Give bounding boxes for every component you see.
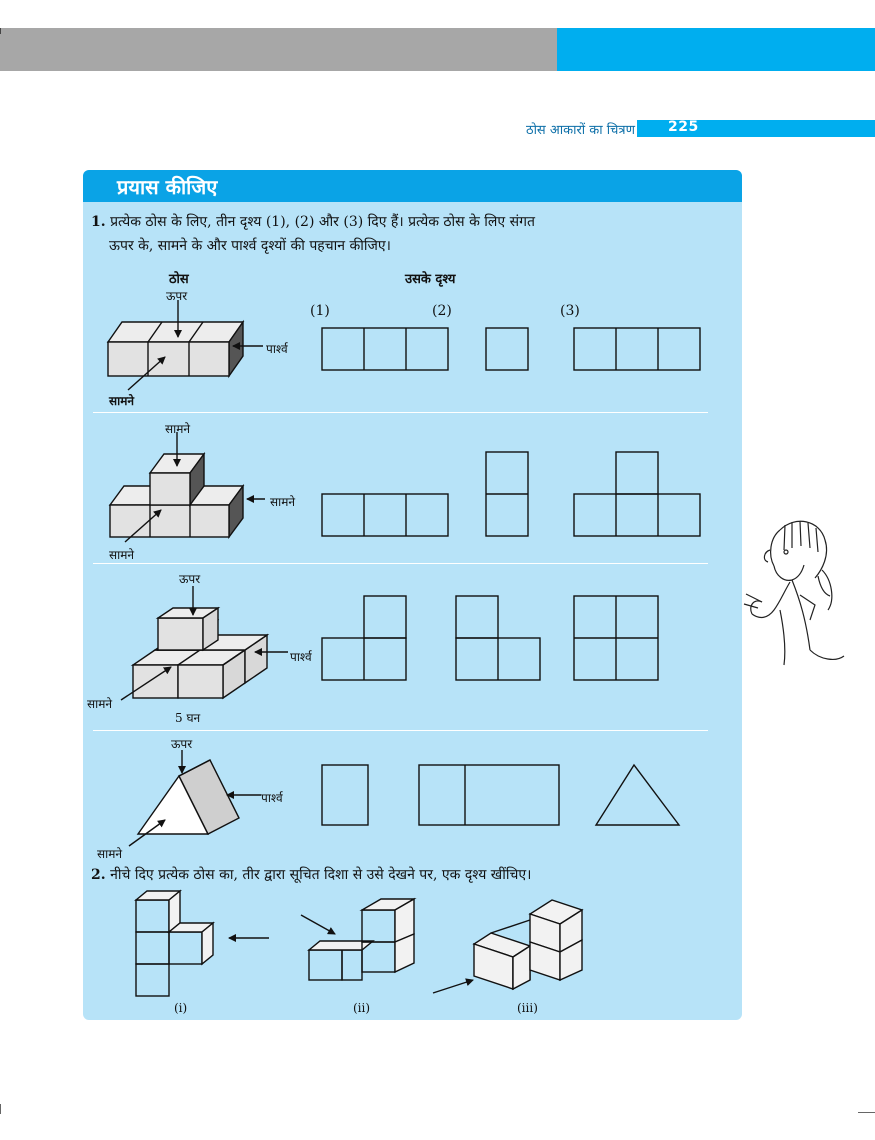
row4-views	[322, 765, 679, 825]
header-band-blue	[557, 28, 875, 71]
question-1-line-2: ऊपर के, सामने के और पार्श्व दृश्यों की पहचान कीजिए।	[109, 238, 391, 254]
question-2-text: नीचे दिए प्रत्येक ठोस का, तीर द्वारा सूचित दिशा से उसे देखने पर, एक दृश्य खींचिए।	[110, 867, 532, 883]
view-label-1: (1)	[310, 303, 330, 319]
girl-pointing-illustration	[740, 510, 850, 670]
q2-label-ii: (ii)	[353, 1001, 371, 1015]
row1-views	[322, 328, 700, 370]
row4-top-label: ऊपर	[171, 737, 193, 751]
row3-caption: 5 घन	[175, 711, 201, 725]
row1-side-label: पार्श्व	[266, 342, 288, 356]
row3-solid	[121, 586, 288, 700]
crop-mark	[0, 28, 1, 34]
row2-solid	[110, 432, 265, 542]
question-1-number: 1.	[91, 214, 106, 230]
row2-views	[322, 452, 700, 536]
column-views-heading: उसके दृश्य	[405, 272, 456, 287]
row3-views	[322, 596, 658, 680]
row1-front-label: सामने	[109, 394, 135, 408]
crop-mark	[0, 1104, 1, 1114]
box-title: प्रयास कीजिए	[117, 175, 218, 199]
header-band-grey	[0, 28, 557, 71]
row3-side-label: पार्श्व	[290, 650, 312, 664]
column-solid-heading: ठोस	[169, 272, 189, 287]
row3-top-label: ऊपर	[179, 572, 201, 586]
question-2-number: 2.	[91, 867, 106, 883]
view-label-3: (3)	[560, 303, 580, 319]
row2-top-label: सामने	[165, 422, 191, 436]
question-1-text-1: प्रत्येक ठोस के लिए, तीन दृश्य (1), (2) और (3) दिए हैं। प्रत्येक ठोस के लिए संगत	[110, 214, 535, 230]
q2-label-i: (i)	[174, 1001, 188, 1015]
q2-solid-ii	[301, 899, 414, 980]
crop-mark	[858, 1112, 875, 1113]
view-label-2: (2)	[432, 303, 452, 319]
row2-side-label: सामने	[270, 495, 296, 509]
running-head: ठोस आकारों का चित्रण	[526, 123, 635, 138]
row4-side-label: पार्श्व	[261, 791, 283, 805]
row2-front-label: सामने	[109, 548, 135, 562]
q2-label-iii: (iii)	[517, 1001, 538, 1015]
q2-solid-iii	[433, 900, 582, 993]
row4-solid	[129, 750, 261, 846]
row1-top-label: ऊपर	[166, 289, 188, 303]
row3-front-label: सामने	[87, 697, 113, 711]
row1-solid	[108, 300, 263, 390]
q2-solid-i	[136, 891, 269, 996]
row4-front-label: सामने	[97, 847, 123, 861]
try-these-box	[83, 170, 742, 1020]
solids-drawings	[83, 170, 742, 1020]
page-number: 225	[668, 119, 699, 135]
